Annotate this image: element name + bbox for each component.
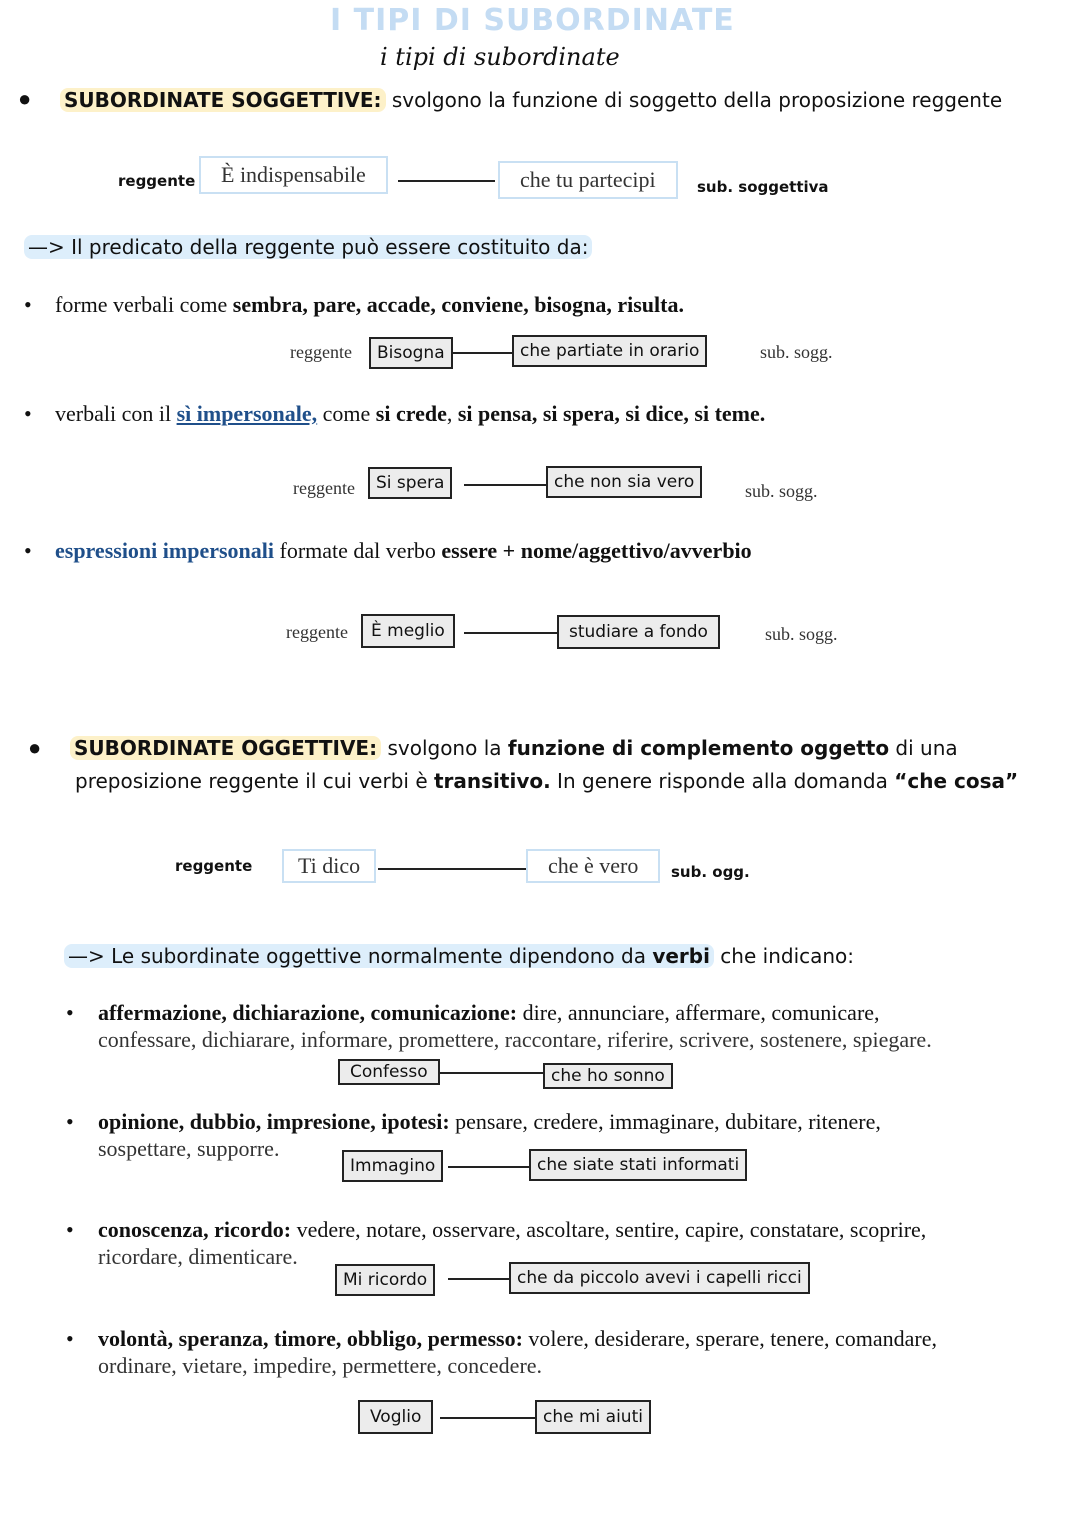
oggettive-definition: SUBORDINATE OGGETTIVE: svolgono la funzione di complemento oggetto di una [70, 736, 958, 760]
example-sub-box: che siate stati informati [529, 1149, 747, 1181]
example-main-box: Bisogna [369, 337, 453, 369]
soggettive-heading: SUBORDINATE SOGGETTIVE: [60, 88, 386, 112]
verbi-line: —> Le subordinate oggettive normalmente dipendono da verbi che indicano: [64, 944, 854, 968]
example-sub-box: che è vero [526, 849, 660, 883]
label-reggente: reggente [118, 172, 196, 190]
soggettive-definition: SUBORDINATE SOGGETTIVE: svolgono la funzione di soggetto della proposizione reggente [60, 88, 1002, 112]
document-page: I TIPI DI SUBORDINATE i tipi di subordinate ● SUBORDINATE SOGGETTIVE: svolgono la funzione di soggetto della proposizione reggente reggente È indispensabile che tu partecipi sub. soggettiva —> Il predicato della reggente può essere costituito da: • forme verbali come sembra, pare, accade, conviene, bisogna, risulta. reggente Bisogna che partiate in orario sub. sogg. • verbali con il sì impersonale, come si crede, si pensa, si spera, si dice, si teme. reggente Si spera che non sia vero sub. sogg. • espressioni impersonali formate dal verbo essere + nome/aggettivo/avverbio reggente È meglio studiare a fondo sub. sogg. ● SUBORDINATE OGGETTIVE: svolgono la funzione di complemento oggetto di una preposizione reggente il cui verbi è transitivo. In genere risponde alla domanda “che cosa” reggente Ti dico che è vero sub. ogg. —> Le subordinate oggettive normalmente dipendono da verbi che indicano: • affermazione, dichiarazione, comunicazione: dire, annunciare, affermare, comunicare, confessare, dichiarare, informare, promettere, raccontare, riferire, scrivere, sostenere, spiegare. Confesso che ho sonno • opinione, dubbio, impresione, ipotesi: pensare, credere, immaginare, dubitare, ritenere, sospettare, supporre. Immagino che siate stati informati • conoscenza, ricordo: vedere, notare, osservare, ascoltare, sentire, capire, constatare, scoprire, ricordare, dimenticare. Mi ricordo che da piccolo avevi i capelli ricci • volontà, speranza, timore, obbligo, permesso: volere, desiderare, sperare, tenere, comandare, ordinare, vietare, impedire, permettere, concedere. Voglio che mi aiuti [0, 0, 1080, 1527]
label-sub: sub. soggettiva [697, 178, 829, 196]
example-sub-box: che ho sonno [543, 1063, 673, 1089]
example-sub-box: che non sia vero [546, 466, 702, 498]
title-handwritten: i tipi di subordinate [380, 43, 620, 71]
label-reggente: reggente [290, 342, 352, 362]
label-sub: sub. ogg. [671, 863, 750, 881]
label-reggente: reggente [175, 857, 253, 875]
example-main-box: Ti dico [282, 849, 376, 883]
example-main-box: Voglio [358, 1400, 433, 1434]
example-sub-box: che partiate in orario [512, 335, 707, 367]
example-main-box: Confesso [338, 1059, 440, 1085]
example-sub-box: che da piccolo avevi i capelli ricci [509, 1262, 810, 1294]
title-printed: I TIPI DI SUBORDINATE [330, 3, 735, 38]
bullet-si-impersonale: verbali con il sì impersonale, come si crede, si pensa, si spera, si dice, si teme. [55, 401, 766, 426]
example-main-box: Mi ricordo [335, 1264, 435, 1296]
label-reggente: reggente [293, 478, 355, 498]
label-sub: sub. sogg. [745, 481, 818, 501]
example-sub-box: che tu partecipi [498, 161, 678, 199]
example-main-box: Si spera [368, 467, 452, 499]
predicato-line: —> Il predicato della reggente può essere costituito da: [24, 235, 592, 259]
example-sub-box: che mi aiuti [535, 1400, 651, 1434]
label-reggente: reggente [286, 622, 348, 642]
example-main-box: È meglio [361, 614, 455, 648]
bullet-espressioni: espressioni impersonali formate dal verbo essere + nome/aggettivo/avverbio [55, 538, 752, 563]
bullet-forme-verbali: forme verbali come sembra, pare, accade, conviene, bisogna, risulta. [55, 292, 684, 317]
label-sub: sub. sogg. [760, 342, 833, 362]
bullet: ● [18, 86, 32, 111]
example-sub-box: studiare a fondo [557, 615, 720, 649]
example-main-box: Immagino [342, 1150, 443, 1182]
label-sub: sub. sogg. [765, 624, 838, 644]
si-impersonale-link[interactable]: sì impersonale, [176, 401, 318, 426]
example-main-box: È indispensabile [199, 156, 388, 194]
